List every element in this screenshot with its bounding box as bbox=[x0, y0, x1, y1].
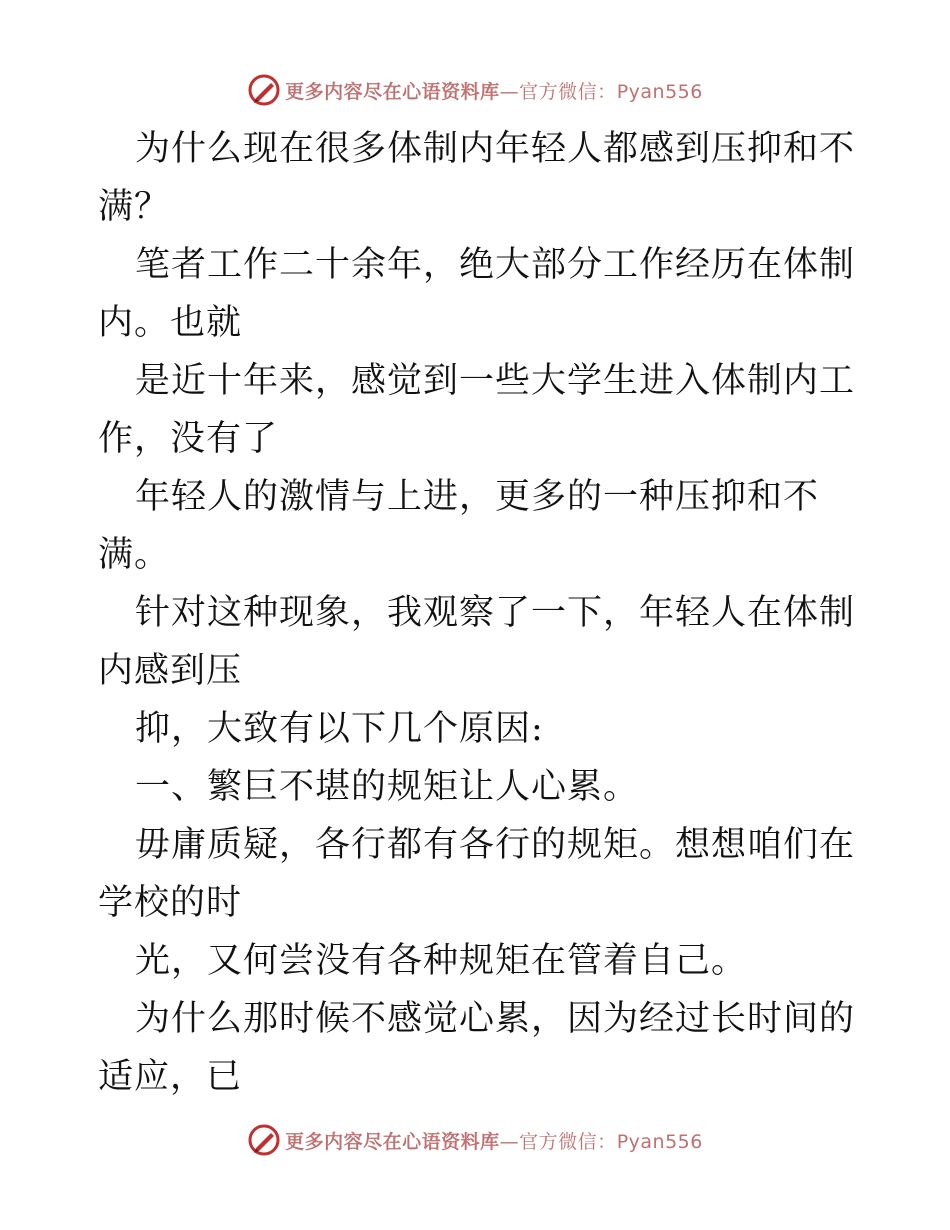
paragraph-10: 为什么那时候不感觉心累，因为经过长时间的适应，已 bbox=[98, 999, 856, 1097]
header-wechat-id: Pyan556 bbox=[616, 80, 703, 103]
footer-text bbox=[285, 1127, 703, 1154]
header-wechat-label: 官方微信： bbox=[519, 80, 617, 103]
header-banner bbox=[0, 68, 950, 112]
document-body bbox=[98, 120, 858, 1106]
footer-dash: — bbox=[499, 1130, 520, 1153]
footer-wechat-id: Pyan556 bbox=[616, 1130, 703, 1153]
paragraph-3: 是近十年来，感觉到一些大学生进入体制内工作，没有了 bbox=[98, 361, 856, 459]
paragraph-5: 针对这种现象，我观察了一下，年轻人在体制内感到压 bbox=[98, 593, 856, 691]
paragraph-9: 光，又何尝没有各种规矩在管着自己。 bbox=[135, 941, 748, 981]
pen-logo-icon bbox=[247, 73, 281, 107]
paragraph-1: 为什么现在很多体制内年轻人都感到压抑和不满？ bbox=[98, 129, 856, 227]
paragraph-2: 笔者工作二十余年，绝大部分工作经历在体制内。也就 bbox=[98, 245, 856, 343]
footer-site-text: 更多内容尽在心语资料库 bbox=[285, 1130, 500, 1153]
header-site-text: 更多内容尽在心语资料库 bbox=[285, 80, 500, 103]
pen-logo-icon bbox=[247, 1123, 281, 1157]
header-dash: — bbox=[499, 80, 520, 103]
paragraph-4: 年轻人的激情与上进，更多的一种压抑和不满。 bbox=[98, 477, 820, 575]
footer-banner bbox=[0, 1118, 950, 1162]
paragraph-7: 一、繁巨不堪的规矩让人心累。 bbox=[135, 767, 640, 807]
header-text bbox=[285, 77, 703, 104]
paragraph-6: 抑，大致有以下几个原因: bbox=[135, 709, 544, 749]
footer-wechat-label: 官方微信： bbox=[519, 1130, 617, 1153]
paragraph-8: 毋庸质疑，各行都有各行的规矩。想想咱们在学校的时 bbox=[98, 825, 856, 923]
